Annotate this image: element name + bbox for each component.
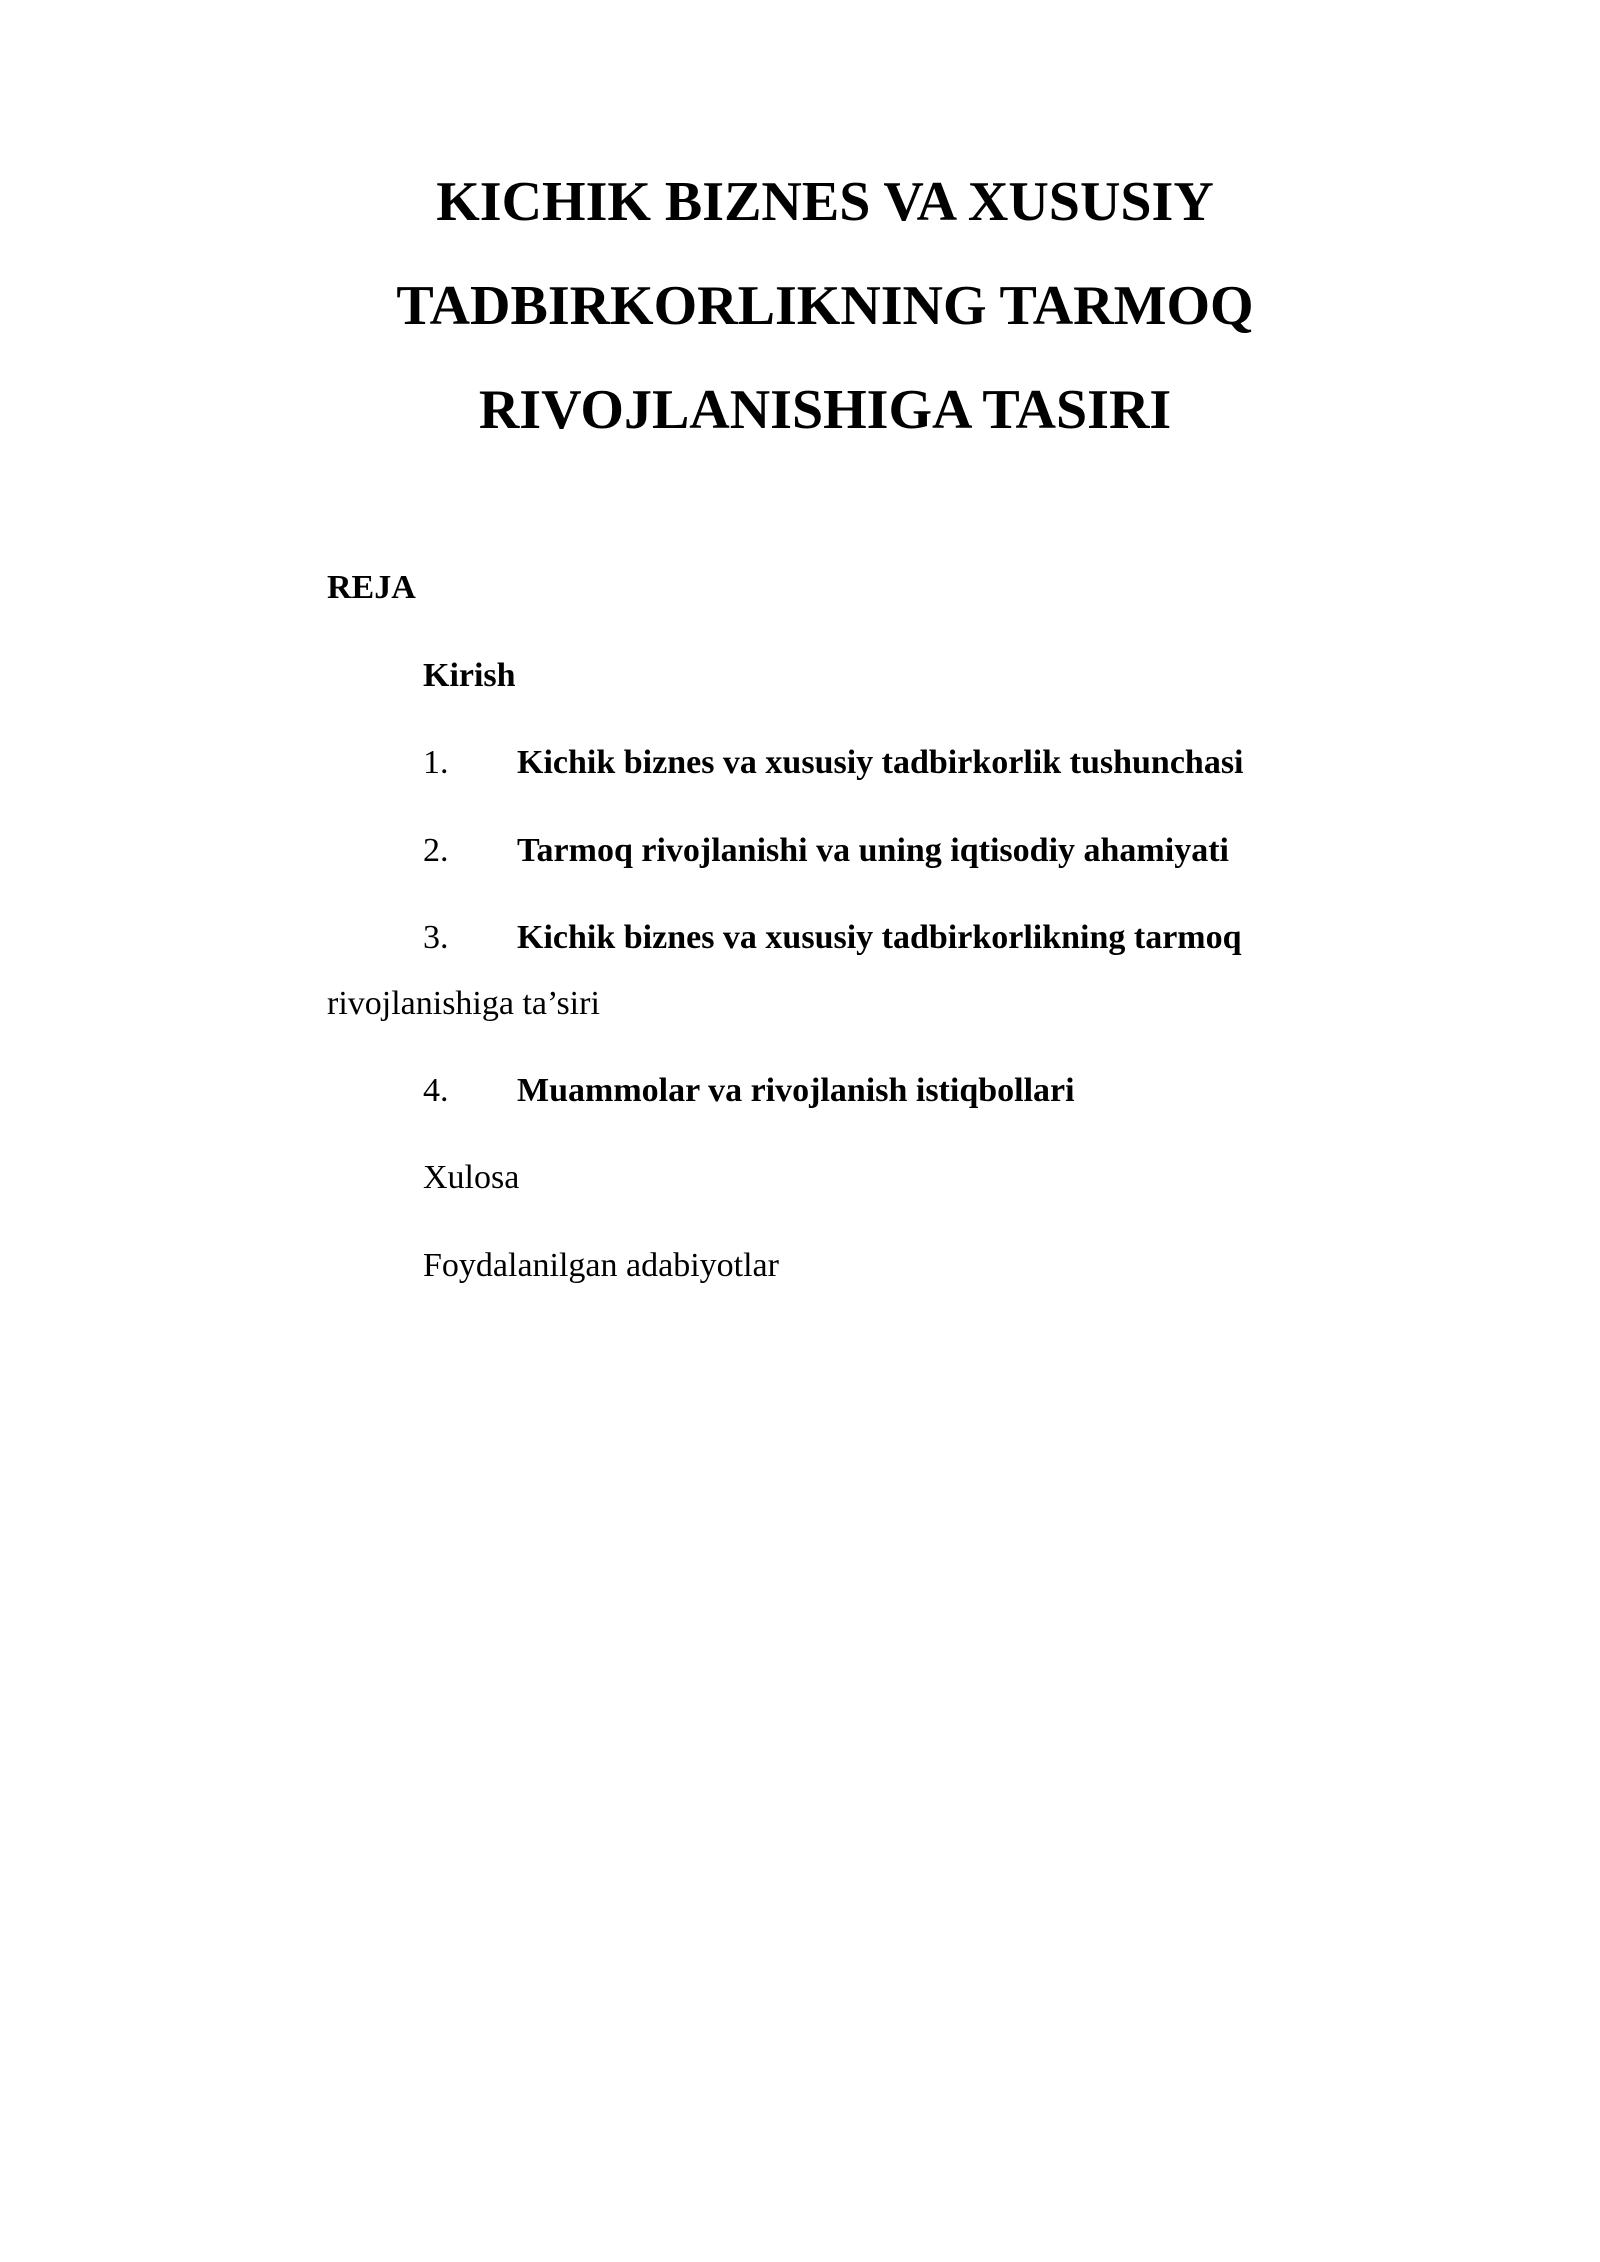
- document-title: [325, 150, 1325, 462]
- toc-item-3-number: 3.: [423, 919, 449, 956]
- toc-item-2-text: Tarmoq rivojlanishi va uning iqtisodiy ahamiyati: [517, 832, 1229, 869]
- toc-item-3: [423, 916, 1242, 960]
- title-line-2: TADBIRKORLIKNING TARMOQ: [396, 275, 1254, 337]
- toc-intro: [423, 654, 516, 698]
- title-line-3: RIVOJLANISHIGA TASIRI: [478, 379, 1172, 441]
- toc-item-2-number: 2.: [423, 832, 449, 869]
- toc-item-3-continuation: rivojlanishiga ta’siri: [327, 985, 600, 1022]
- title-line-1: KICHIK BIZNES VA XUSUSIY: [436, 171, 1214, 233]
- toc-references: Foydalanilgan adabiyotlar: [423, 1247, 779, 1284]
- toc-item-4-text: Muammolar va rivojlanish istiqbollari: [517, 1072, 1075, 1109]
- toc-item-2: [423, 829, 1229, 873]
- toc-intro-label: Kirish: [423, 657, 516, 694]
- toc-item-1-text: Kichik biznes va xususiy tadbirkorlik tushunchasi: [517, 744, 1244, 781]
- toc-item-1: [423, 741, 1244, 785]
- toc-item-4: [423, 1069, 1075, 1113]
- plan-heading: REJA: [327, 569, 416, 606]
- toc-conclusion: Xulosa: [423, 1159, 520, 1196]
- toc-item-3-text: Kichik biznes va xususiy tadbirkorlikning tarmoq: [517, 919, 1242, 956]
- toc-item-4-number: 4.: [423, 1072, 449, 1109]
- toc-item-1-number: 1.: [423, 744, 449, 781]
